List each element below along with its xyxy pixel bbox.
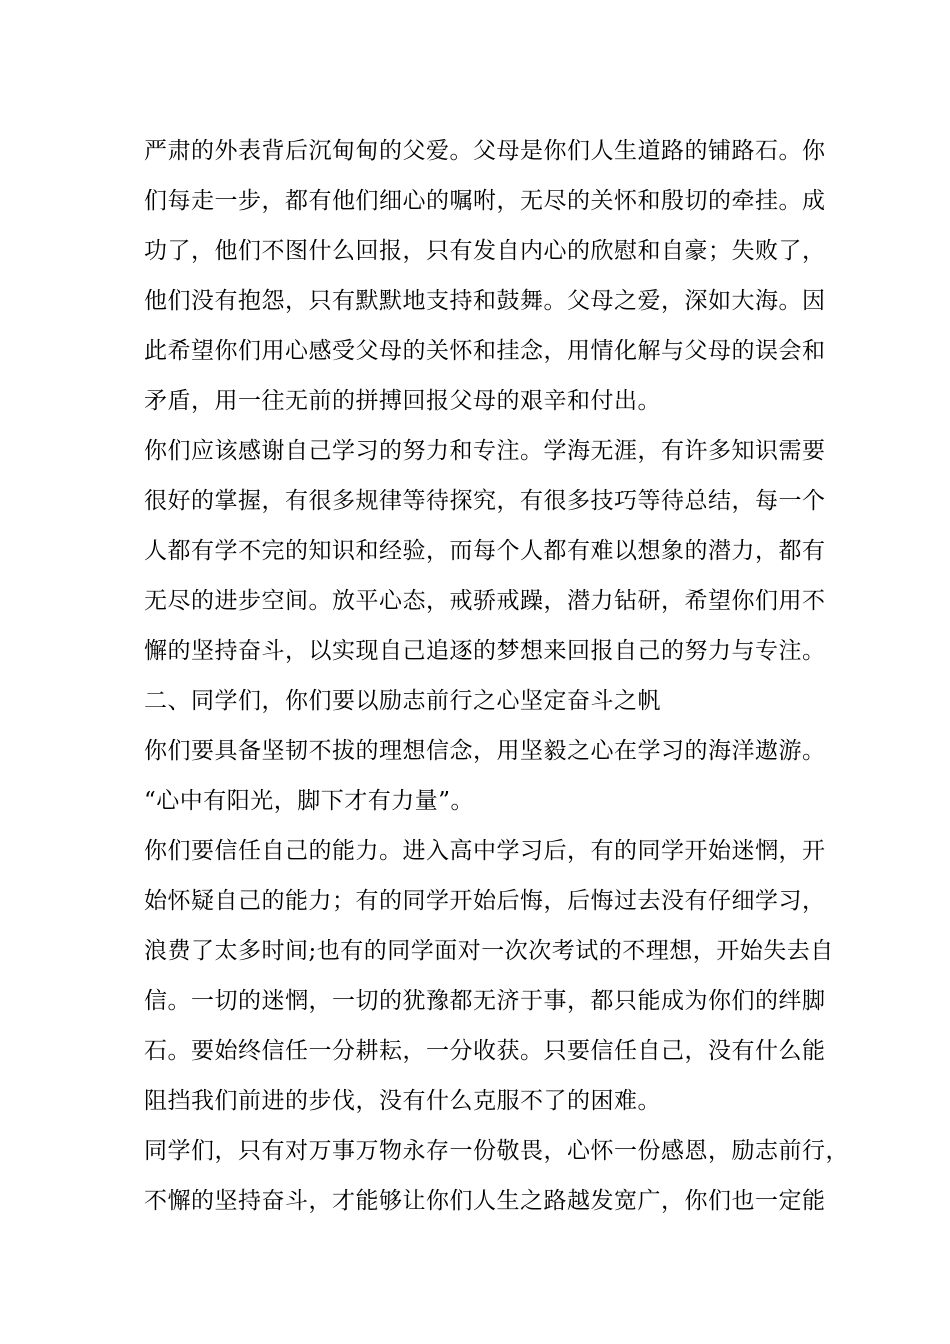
document-page bbox=[144, 126, 849, 1226]
text-line: 浪费了太多时间;也有的同学面对一次次考试的不理想，开始失去自 bbox=[144, 938, 834, 964]
text-line: 们每走一步，都有他们细心的嘱咐，无尽的关怀和殷切的牵挂。成 bbox=[144, 188, 826, 214]
section-heading: 二、同学们，你们要以励志前行之心坚定奋斗之帆 bbox=[144, 688, 661, 714]
text-line: 严肃的外表背后沉甸甸的父爱。父母是你们人生道路的铺路石。你 bbox=[144, 138, 826, 164]
text-line: 信。一切的迷惘，一切的犹豫都无济于事，都只能成为你们的绊脚 bbox=[144, 988, 826, 1014]
text-line: 此希望你们用心感受父母的关怀和挂念，用情化解与父母的误会和 bbox=[144, 338, 826, 364]
text-line: 无尽的进步空间。放平心态，戒骄戒躁，潜力钻研，希望你们用不 bbox=[144, 588, 826, 614]
text-line: 你们应该感谢自己学习的努力和专注。学海无涯，有许多知识需要 bbox=[144, 438, 826, 464]
text-line: 始怀疑自己的能力；有的同学开始后悔，后悔过去没有仔细学习， bbox=[144, 888, 826, 914]
text-line: 很好的掌握，有很多规律等待探究，有很多技巧等待总结，每一个 bbox=[144, 488, 826, 514]
text-line: 人都有学不完的知识和经验，而每个人都有难以想象的潜力，都有 bbox=[144, 538, 826, 564]
text-line: 石。要始终信任一分耕耘，一分收获。只要信任自己，没有什么能 bbox=[144, 1038, 826, 1064]
text-line: 你们要信任自己的能力。进入高中学习后，有的同学开始迷惘，开 bbox=[144, 838, 826, 864]
text-line: 功了，他们不图什么回报，只有发自内心的欣慰和自豪；失败了， bbox=[144, 238, 826, 264]
text-line: 矛盾，用一往无前的拼搏回报父母的艰辛和付出。 bbox=[144, 388, 661, 414]
text-line: 阻挡我们前进的步伐，没有什么克服不了的困难。 bbox=[144, 1088, 661, 1114]
text-line: 懈的坚持奋斗，以实现自己追逐的梦想来回报自己的努力与专注。 bbox=[144, 638, 826, 664]
text-line: 同学们，只有对万事万物永存一份敬畏，心怀一份感恩，励志前行， bbox=[144, 1138, 849, 1164]
text-line: 你们要具备坚韧不拔的理想信念，用坚毅之心在学习的海洋遨游。 bbox=[144, 738, 826, 764]
quote-line: “心中有阳光，脚下才有力量”。 bbox=[144, 788, 475, 814]
text-line: 他们没有抱怨，只有默默地支持和鼓舞。父母之爱，深如大海。因 bbox=[144, 288, 826, 314]
text-line: 不懈的坚持奋斗，才能够让你们人生之路越发宽广，你们也一定能 bbox=[144, 1188, 826, 1214]
